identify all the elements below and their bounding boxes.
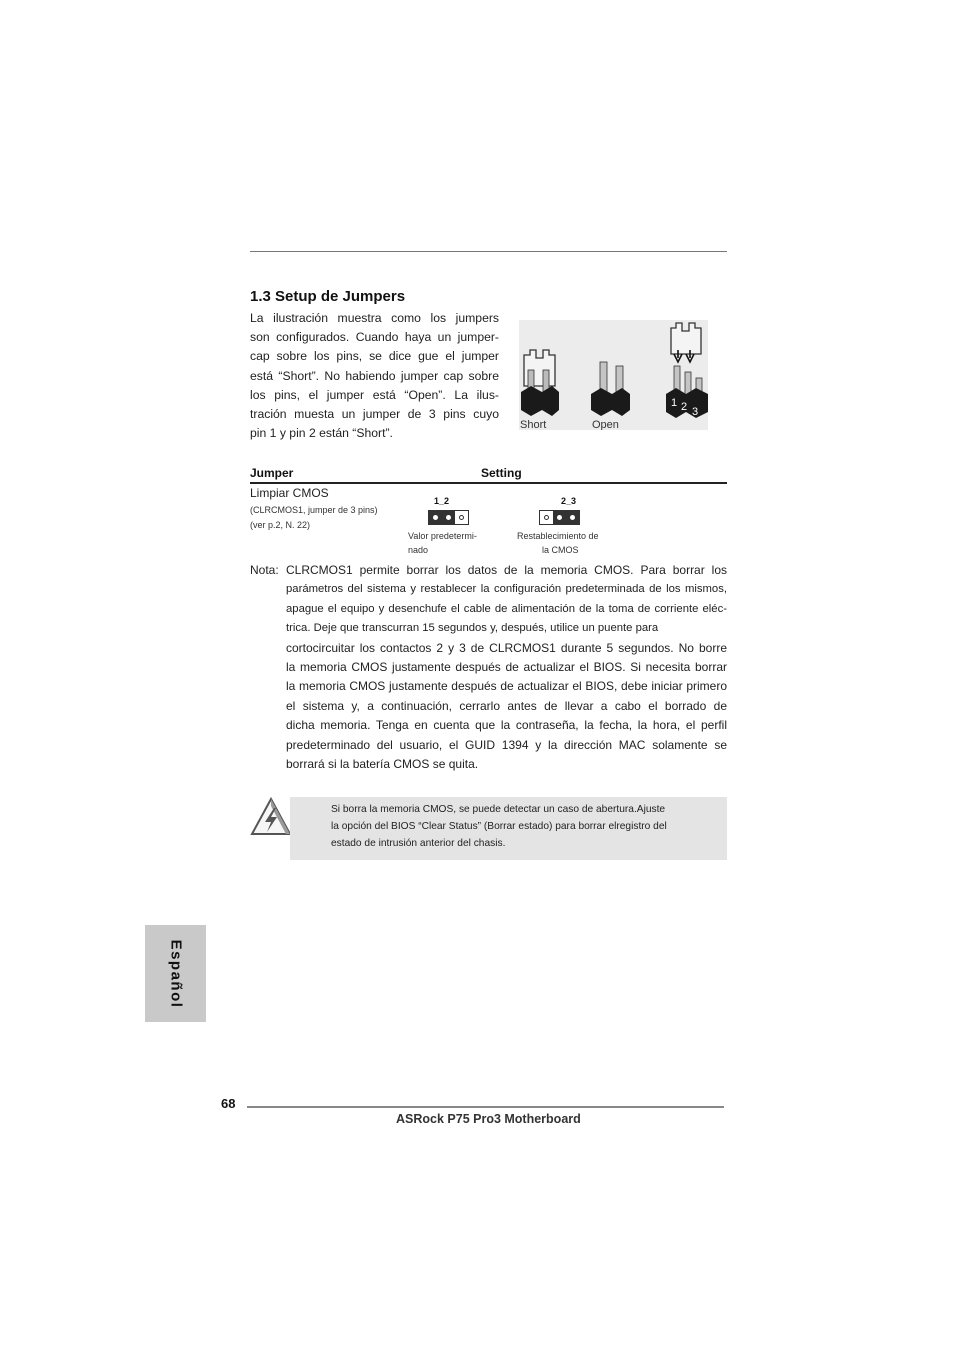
setting1-caption: Valor predetermi- xyxy=(408,531,477,541)
note-line: apague el equipo y desenchufe el cable de alimentación de la toma de corriente eléc- xyxy=(286,602,727,615)
pin-shorted xyxy=(442,511,455,524)
pin-open xyxy=(540,511,553,524)
top-rule xyxy=(250,251,727,252)
setting1-pins-label: 1_2 xyxy=(434,496,450,506)
jumper-illustration xyxy=(519,320,708,430)
note-line: predeterminado del usuario, el GUID 1394 y la dirección MAC solamente se xyxy=(286,737,727,752)
note-line: borrará si la batería CMOS se quita. xyxy=(286,757,479,772)
note-line: el sistema y, a continuación, cerrarlo antes de llevar a cabo el borrado de xyxy=(286,698,727,713)
setting2-jumper-icon xyxy=(539,510,580,525)
warning-line: Si borra la memoria CMOS, se puede detectar un caso de abertura.Ajuste xyxy=(331,804,666,815)
page-number: 68 xyxy=(221,1096,236,1111)
note-label: Nota: xyxy=(250,563,279,577)
warning-icon xyxy=(250,797,292,837)
language-tab xyxy=(145,925,206,1022)
intro-line: está “Short”. No habiendo jumper cap sobre xyxy=(250,368,499,383)
jumper-name: Limpiar CMOS xyxy=(250,486,329,500)
intro-line: cap sobre los pins, se dice gue el jumper xyxy=(250,349,499,364)
product-name: ASRock P75 Pro3 Motherboard xyxy=(396,1112,581,1126)
short-jumper-icon xyxy=(521,350,559,416)
note-line: dicha memoria. Tenga en cuenta que la contraseña, la fecha, la hora, el perfil xyxy=(286,718,727,733)
note-line: la memoria CMOS justamente después de actualizar el BIOS. Si necesita borrar xyxy=(286,660,727,675)
note-line: la memoria CMOS justamente después de actualizar el BIOS, debe iniciar primero xyxy=(286,679,727,694)
note-line: trica. Deje que transcurran 15 segundos y, después, utilice un puente para xyxy=(286,622,659,635)
footer-rule xyxy=(247,1106,724,1108)
intro-paragraph xyxy=(250,309,499,443)
setting2-pins-label: 2_3 xyxy=(561,496,577,506)
warning-box xyxy=(290,797,727,860)
intro-line: son configurados. Cuando haya un jumper- xyxy=(250,330,499,345)
section-title: 1.3 Setup de Jumpers xyxy=(250,288,406,305)
pin-number: 1 xyxy=(671,397,678,409)
table-header-jumper: Jumper xyxy=(250,466,294,480)
intro-line: pin 1 y pin 2 están “Short”. xyxy=(250,426,393,441)
setting2-caption: la CMOS xyxy=(542,545,579,555)
intro-line: La ilustración muestra como los jumpers xyxy=(250,311,499,325)
warning-line: estado de intrusión anterior del chasis. xyxy=(331,837,506,849)
pin-number: 2 xyxy=(681,401,688,413)
jumper-detail: (CLRCMOS1, jumper de 3 pins) xyxy=(250,505,378,515)
pin-shorted xyxy=(553,511,566,524)
setting1-jumper-icon xyxy=(428,510,469,525)
pin-shorted xyxy=(566,511,579,524)
setting1-caption: nado xyxy=(408,545,429,555)
language-tab-label: Español xyxy=(167,939,184,1008)
pin-number: 3 xyxy=(692,406,699,418)
short-label: Short xyxy=(520,419,547,430)
table-header-rule xyxy=(250,482,727,484)
warning-line: la opción del BIOS “Clear Status” (Borrar estado) para borrar elregistro del xyxy=(331,820,667,832)
setting2-caption: Restablecimiento de xyxy=(517,531,599,541)
intro-line: tración muesta un jumper de 3 pins cuyo xyxy=(250,407,499,422)
note-line: parámetros del sistema y restablecer la configuración predeterminada de los mismos, xyxy=(286,583,727,596)
pin-open xyxy=(455,511,468,524)
open-label: Open xyxy=(592,419,619,430)
jumper-detail: (ver p.2, N. 22) xyxy=(250,520,311,530)
pin-shorted xyxy=(429,511,442,524)
note-text xyxy=(286,561,727,774)
note-line: cortocircuitar los contactos 2 y 3 de CLRCMOS1 durante 5 segundos. No borre xyxy=(286,640,727,655)
note-line: CLRCMOS1 permite borrar los datos de la memoria CMOS. Para borrar los xyxy=(286,563,727,577)
jumper-illustration-svg xyxy=(519,320,708,430)
intro-line: los pins, el jumper está “Open”. La ilus- xyxy=(250,387,499,402)
table-header-setting: Setting xyxy=(481,466,522,480)
open-jumper-icon xyxy=(591,362,630,416)
